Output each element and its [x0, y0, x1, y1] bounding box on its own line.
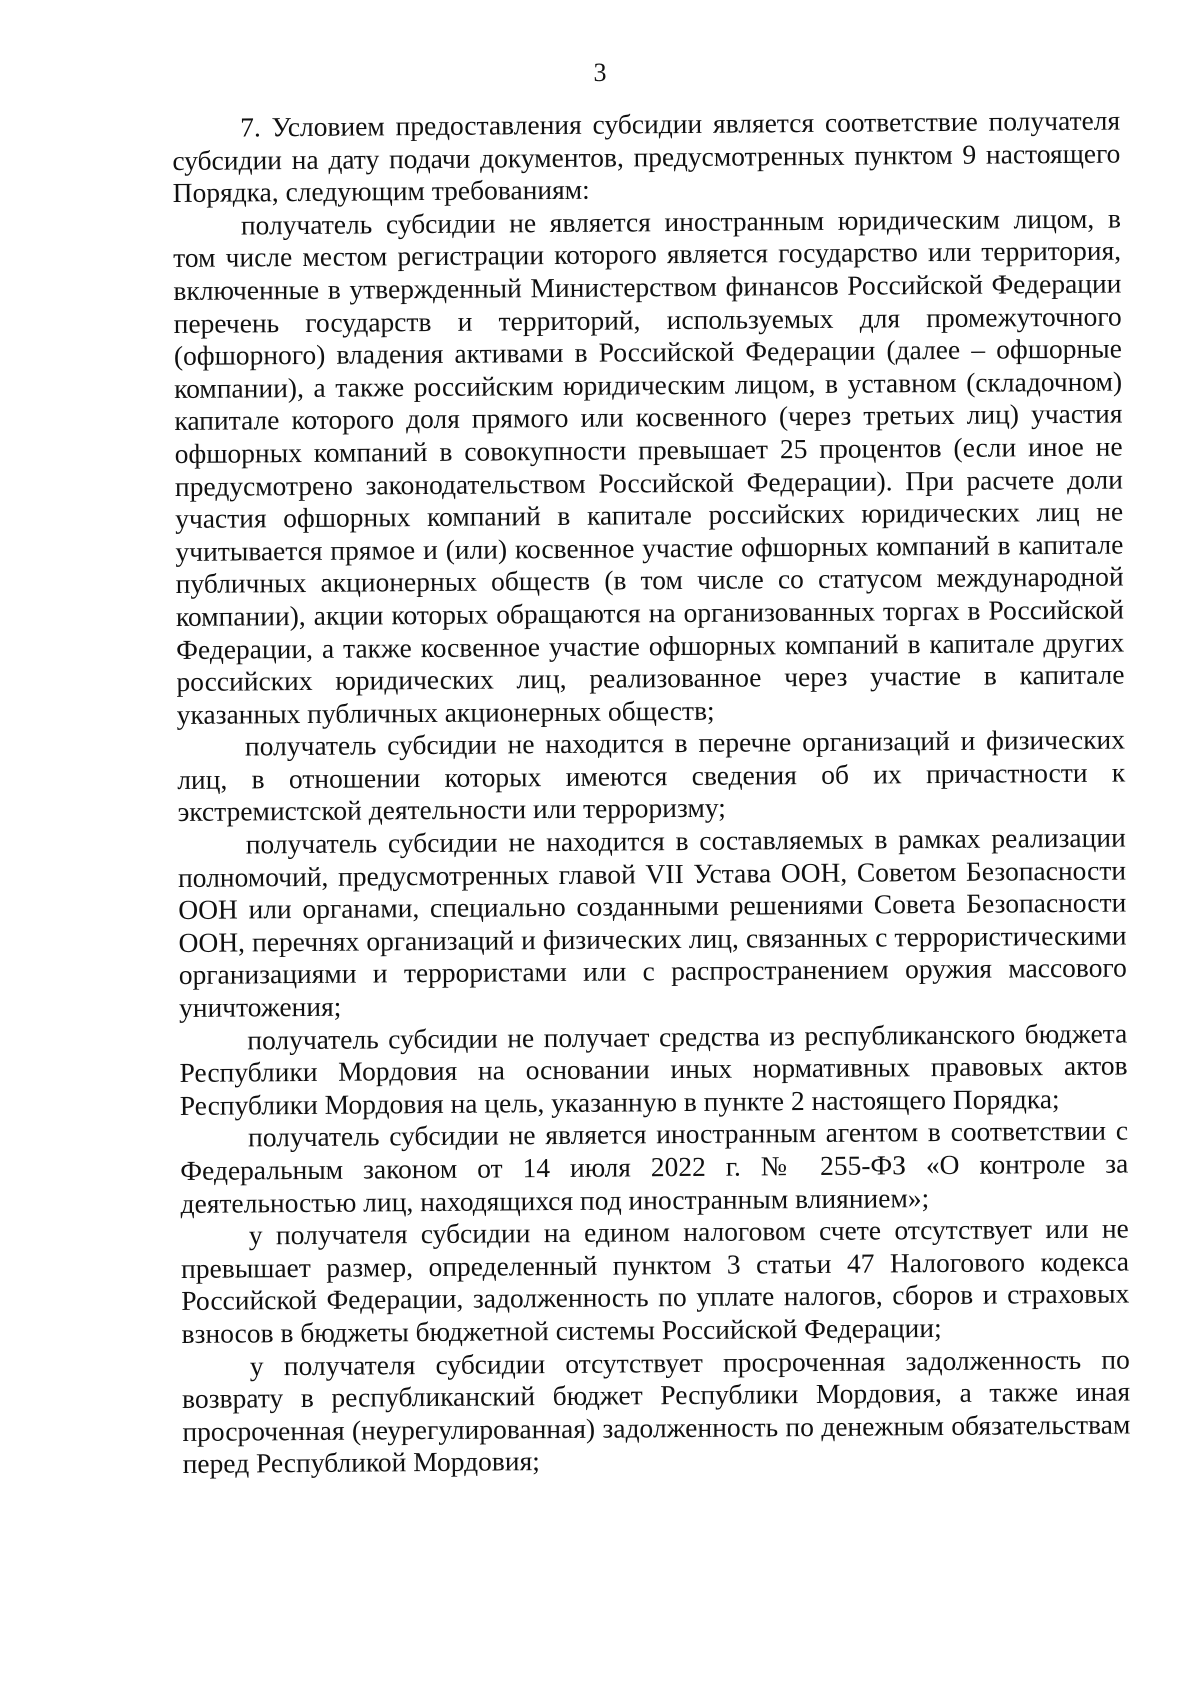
paragraph-extremism-list: получатель субсидии не находится в перечне организаций и физических лиц, в отношении которых имеются сведения об их причастности к экстремистской деятельности или терроризму; — [177, 723, 1126, 828]
paragraph-offshore-requirement: получатель субсидии не является иностранным юридическим лицом, в том числе местом регистрации которого является государство или территория, включенные в утвержденный Министерством финансов Российской Федерации перечень государств и территорий, используемых для промежуточного (офшорного) владения активами в Российской Федерации (далее – офшорные компании), а также российским юридическим лицом, в уставном (складочном) капитале которого доля прямого или косвенного (через третьих лиц) участия офшорных компаний в совокупности превышает 25 процентов (если иное не предусмотрено законодательством Российской Федерации). При расчете доли участия офшорных компаний в капитале российских юридических лиц не учитывается прямое и (или) косвенное участие офшорных компаний в капитале публичных акционерных обществ (в том числе со статусом международной компании), акции которых обращаются на организованных торгах в Российской Федерации, а также косвенное участие офшорных компаний в капитале других российских юридических лиц, реализованное через участие в капитале указанных публичных акционерных обществ; — [173, 202, 1125, 730]
paragraph-condition-intro: 7. Условием предоставления субсидии является соответствие получателя субсидии на дату подачи документов, предусмотренных пунктом 9 настоящего Порядка, следующим требованиям: — [172, 104, 1121, 209]
page-number: 3 — [593, 58, 607, 87]
paragraph-un-sanctions-list: получатель субсидии не находится в составляемых в рамках реализации полномочий, предусмотренных главой VII Устава ООН, Советом Безопасности ООН или органами, специально созданными решениями Совета Безопасности ООН, перечнях организаций и физических лиц, связанных с террористическими организациями и террористами или с распространением оружия массового уничтожения; — [177, 821, 1127, 1024]
document-body — [172, 105, 1131, 1481]
paragraph-no-other-funding: получатель субсидии не получает средства из республиканского бюджета Республики Мордовия на основании иных нормативных правовых актов Республики Мордовия на цель, указанную в пункте 2 настоящего Порядка; — [179, 1017, 1128, 1121]
paragraph-foreign-agent: получатель субсидии не является иностранным агентом в соответствии с Федеральным законом от 14 июля 2022 г. № 255-ФЗ «О контроле за деятельностью лиц, находящихся под иностранным влиянием»; — [180, 1114, 1129, 1219]
paragraph-overdue-debt: у получателя субсидии отсутствует просроченная задолженность по возврату в республиканский бюджет Республики Мордовия, а также иная просроченная (неурегулированная) задолженность по денежным обязательствам перед Республикой Мордовия; — [181, 1343, 1131, 1480]
paragraph-tax-debt: у получателя субсидии на едином налоговом счете отсутствует или не превышает размер, определенный пунктом 3 статьи 47 Налогового кодекса Российской Федерации, задолженность по уплате налогов, сборов и страховых взносов в бюджеты бюджетной системы Российской Федерации; — [180, 1212, 1130, 1349]
